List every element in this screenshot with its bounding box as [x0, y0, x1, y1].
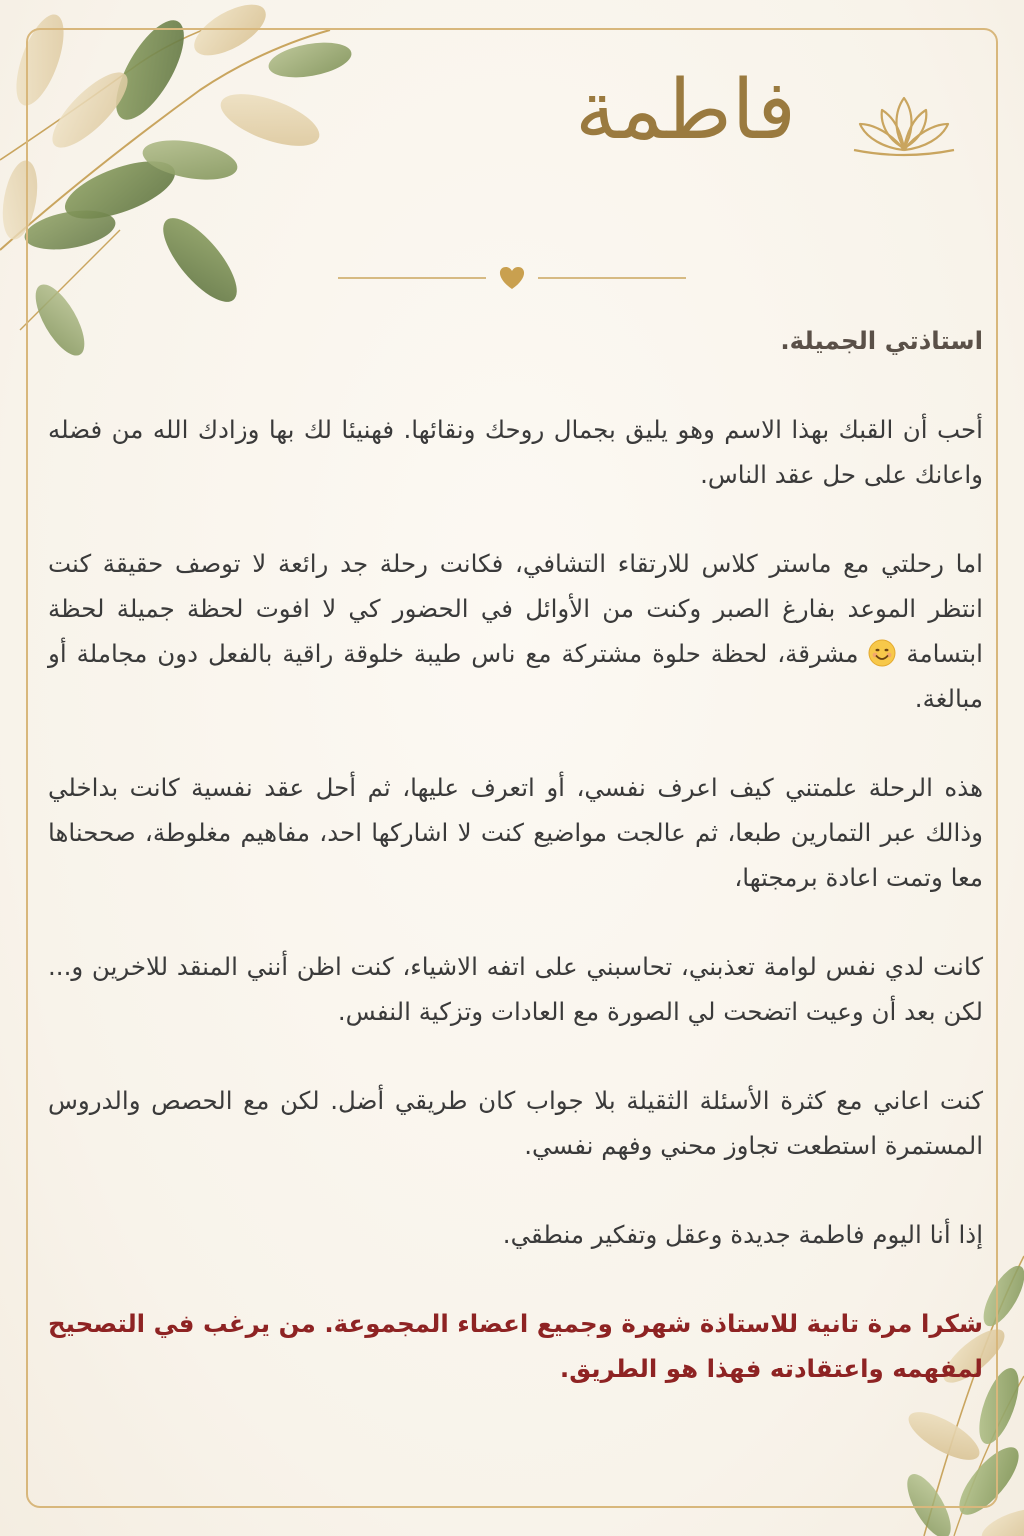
- greeting: استاذتي الجميلة.: [780, 326, 983, 355]
- heart-divider: [336, 264, 688, 292]
- paragraph-3: هذه الرحلة علمتني كيف اعرف نفسي، أو اتعرف عليها، ثم أحل عقد نفسية كانت بداخلي وذالك عبر التمارين طبعا، ثم عالجت مواضيع كنت لا اشاركها احد، مفاهيم مغلوطة، صححناها معا وتمت اعادة برمجتها،: [48, 773, 983, 892]
- letter-body: [48, 318, 983, 1435]
- paragraph-6: إذا أنا اليوم فاطمة جديدة وعقل وتفكير منطقي.: [502, 1220, 983, 1249]
- closing-thanks: شكرا مرة تانية للاستاذة شهرة وجميع اعضاء المجموعة. من يرغب في التصحيح لمفهمه واعتقادته فهذا هو الطريق.: [48, 1309, 983, 1383]
- smiling-face-icon: [868, 639, 896, 667]
- paragraph-5: كنت اعاني مع كثرة الأسئلة الثقيلة بلا جواب كان طريقي أضل. لكن مع الحصص والدروس المستمرة استطعت تجاوز محني وفهم نفسي.: [48, 1086, 983, 1160]
- journey-text-start: اما رحلتي مع ماستر كلاس للارتقاء التشافي، فكانت رحلة جد رائعة لا توصف حقيقة كنت انتظر الموعد بفارغ الصبر وكنت من الأوائل في الحضور كي لا افوت لحظة جميلة لحظة ابتسامة: [48, 549, 983, 668]
- paragraph-1: أحب أن القبك بهذا الاسم وهو يليق بجمال روحك ونقائها. فهنيئا لك بها وزادك الله من فضله واعانك على حل عقد الناس.: [48, 415, 983, 489]
- lotus-icon: [848, 92, 960, 158]
- journey-text-end: مشرقة، لحظة حلوة مشتركة مع ناس طيبة خلوقة راقية بالفعل دون مجاملة أو مبالغة.: [48, 639, 983, 713]
- heart-icon: [500, 267, 524, 289]
- paragraph-4: كانت لدي نفس لوامة تعذبني، تحاسبني على اتفه الاشياء، كنت اظن أنني المنقد للاخرين و... لكن بعد أن وعيت اتضحت لي الصورة مع العادات وتزكية النفس.: [48, 952, 983, 1026]
- page-title: فاطمة: [575, 63, 796, 158]
- paragraph-journey: [48, 541, 983, 721]
